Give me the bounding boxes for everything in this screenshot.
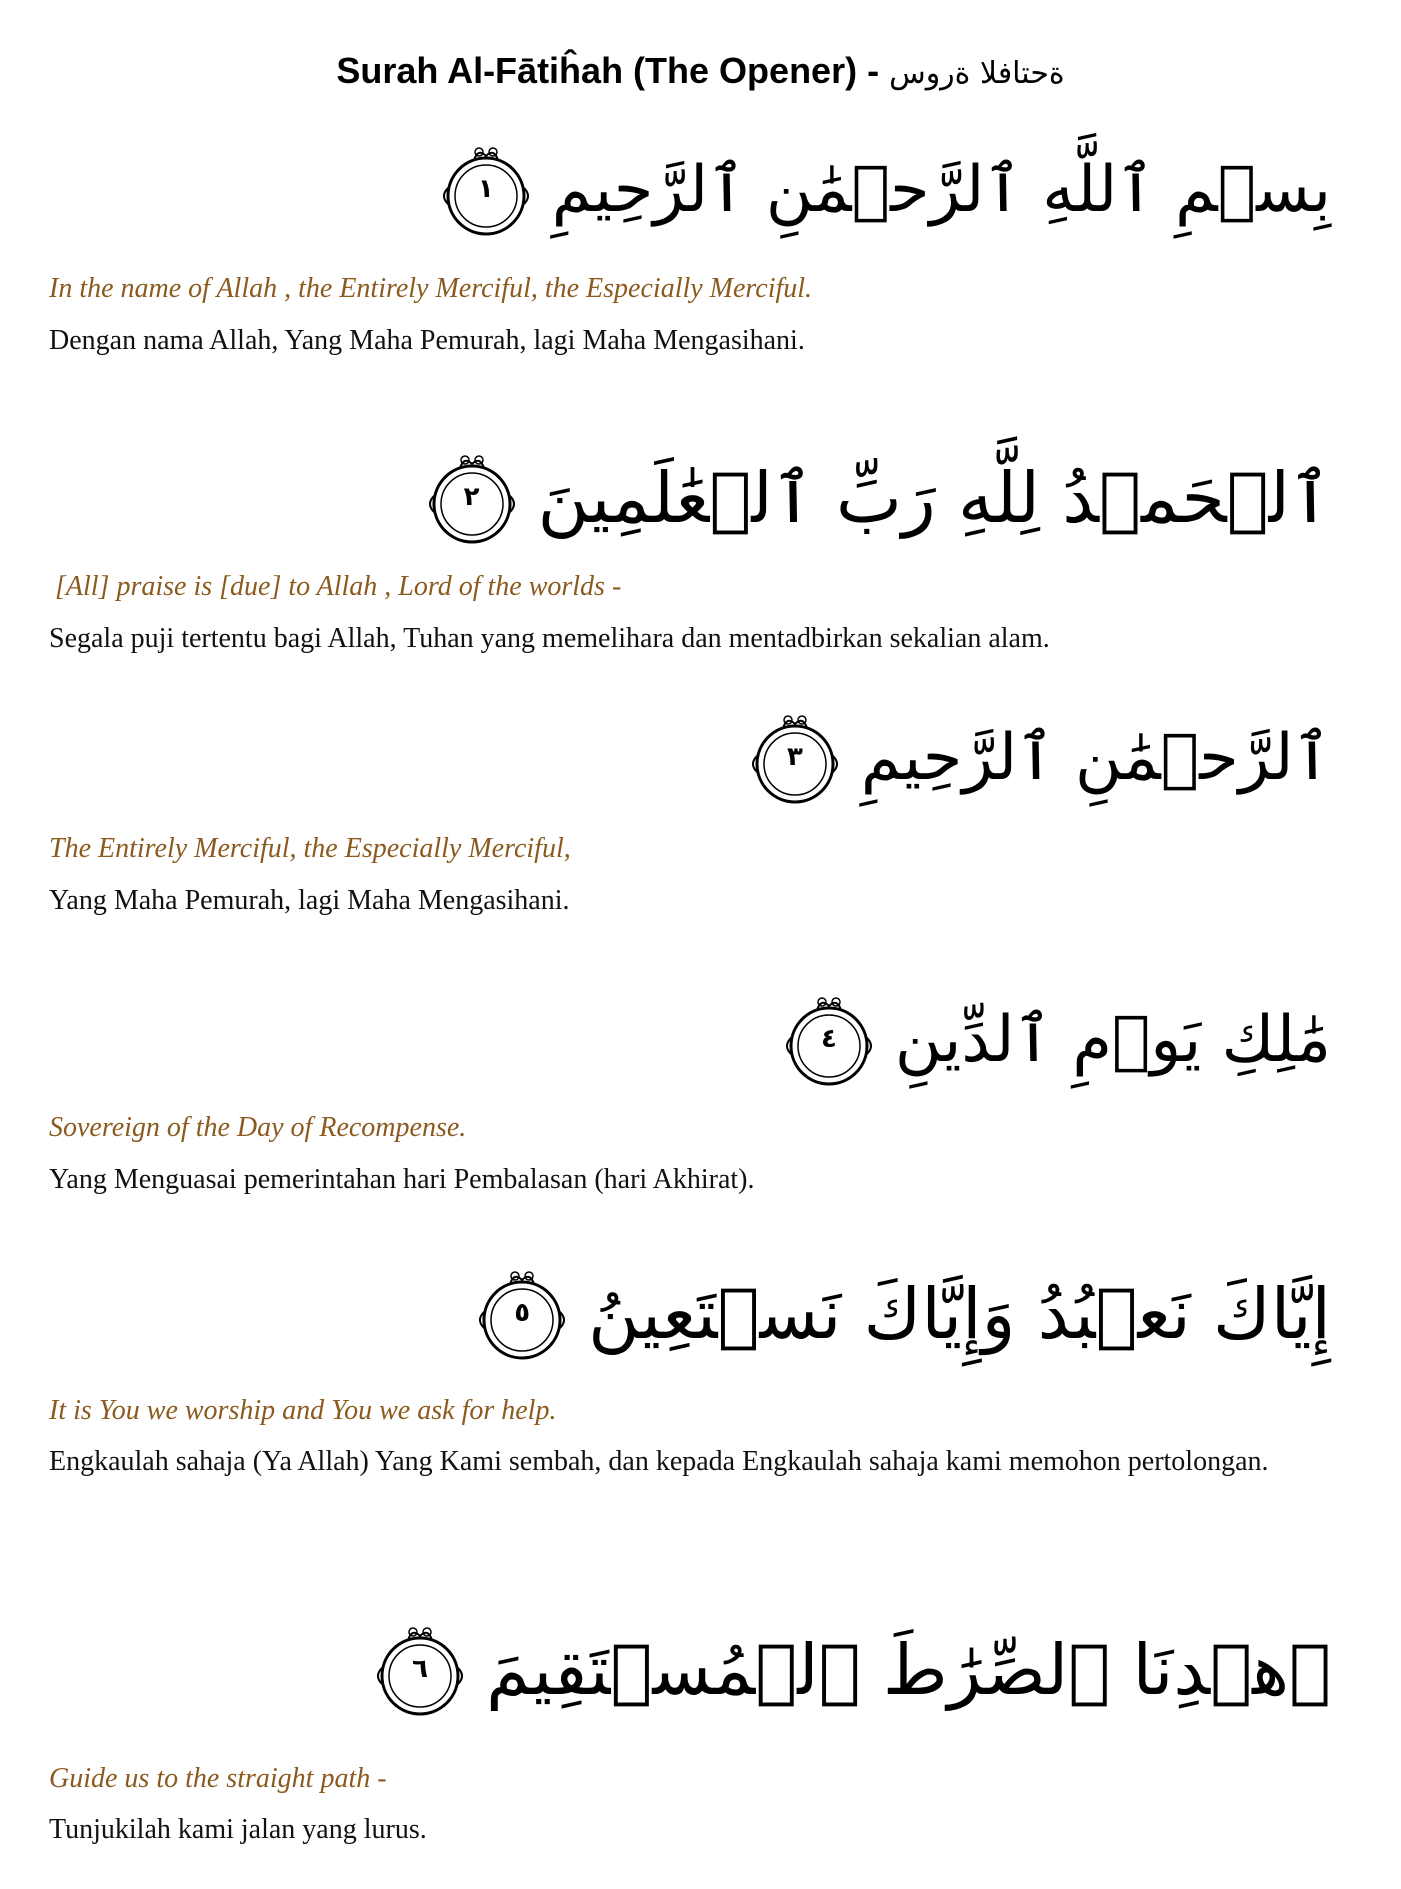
verse-2-arabic: ٱلۡحَمۡدُ لِلَّهِ رَبِّ ٱلۡعَٰلَمِينَ xyxy=(537,457,1331,539)
verse-2-english: [All] praise is [due] to Allah , Lord of the worlds - xyxy=(55,571,622,602)
verse-4-english: Sovereign of the Day of Recompense. xyxy=(49,1112,467,1143)
verse-1-malay: Dengan nama Allah, Yang Maha Pemurah, lagi Maha Mengasihani. xyxy=(49,325,805,356)
verse-6-english: Guide us to the straight path - xyxy=(49,1763,387,1794)
ayah-number: ٤ xyxy=(820,1024,837,1054)
ayah-marker xyxy=(474,1264,570,1364)
ayah-number: ٣ xyxy=(786,742,803,772)
verse-6-arabic: ٱهۡدِنَا ٱلصِّرَٰطَ ٱلۡمُسۡتَقِيمَ xyxy=(486,1629,1331,1711)
verse-5-arabic-line xyxy=(474,1264,1331,1364)
ayah-marker xyxy=(781,990,877,1090)
verse-1-arabic-line xyxy=(438,140,1331,240)
verse-3-arabic: ٱلرَّحۡمَٰنِ ٱلرَّحِيمِ xyxy=(860,721,1331,795)
title-english: Surah Al-Fātiĥah (The Opener) - xyxy=(336,50,890,91)
ayah-marker xyxy=(438,140,534,240)
verse-6-malay: Tunjukilah kami jalan yang lurus. xyxy=(49,1814,427,1845)
title-arabic: ةحتافلا ةروس xyxy=(889,56,1065,91)
ayah-marker xyxy=(424,448,520,548)
verse-1-arabic: بِسۡمِ ٱللَّهِ ٱلرَّحۡمَٰنِ ٱلرَّحِيمِ xyxy=(551,153,1331,227)
verse-5-arabic: إِيَّاكَ نَعۡبُدُ وَإِيَّاكَ نَسۡتَعِينُ xyxy=(588,1273,1331,1355)
ayah-number: ٢ xyxy=(463,482,480,512)
ayah-marker xyxy=(372,1620,468,1720)
verse-2-arabic-line xyxy=(424,448,1331,548)
verse-3-arabic-line xyxy=(747,708,1331,808)
page-title xyxy=(0,50,1401,92)
verse-4-malay: Yang Menguasai pemerintahan hari Pembalasan (hari Akhirat). xyxy=(49,1164,755,1195)
ayah-marker xyxy=(747,708,843,808)
verse-5-english: It is You we worship and You we ask for help. xyxy=(49,1395,557,1426)
verse-4-arabic-line xyxy=(781,990,1331,1090)
verse-5-malay: Engkaulah sahaja (Ya Allah) Yang Kami sembah, dan kepada Engkaulah sahaja kami memohon pertolongan. xyxy=(49,1446,1269,1477)
verse-4-arabic: مَٰلِكِ يَوۡمِ ٱلدِّينِ xyxy=(894,1003,1331,1077)
ayah-number: ٥ xyxy=(514,1298,531,1328)
verse-6-arabic-line xyxy=(372,1620,1331,1720)
verse-3-malay: Yang Maha Pemurah, lagi Maha Mengasihani. xyxy=(49,885,570,916)
ayah-number: ٦ xyxy=(412,1654,429,1684)
verse-3-english: The Entirely Merciful, the Especially Merciful, xyxy=(49,833,571,864)
verse-2-malay: Segala puji tertentu bagi Allah, Tuhan yang memelihara dan mentadbirkan sekalian alam. xyxy=(49,623,1050,654)
ayah-number: ١ xyxy=(477,174,494,204)
verse-1-english: In the name of Allah , the Entirely Merciful, the Especially Merciful. xyxy=(49,273,813,304)
